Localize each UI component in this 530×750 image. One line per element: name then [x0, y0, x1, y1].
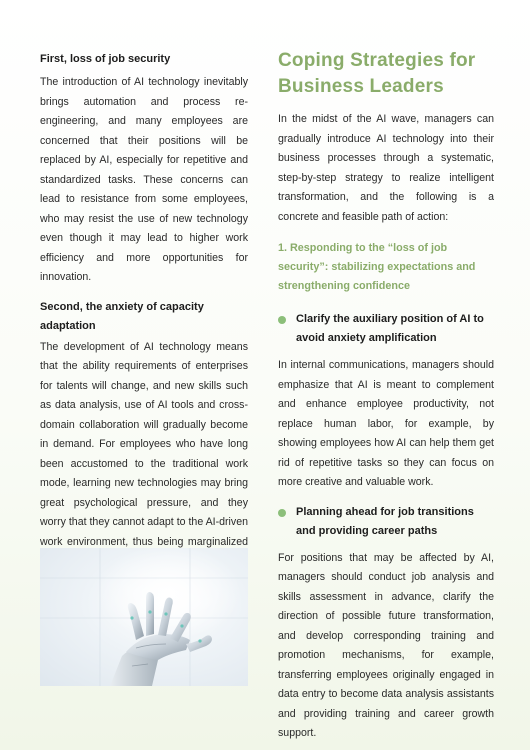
paragraph-auxiliary-position: In internal communications, managers should emphasize that AI is meant to complement and enhance employee productivity, not replace human labor, for example, by showing employees how AI can help them get rid of repetitive tasks so they can focus on more creative and valuable work.	[278, 359, 494, 488]
section-title: Coping Strategies for Business Leaders	[278, 50, 476, 97]
robot-hand-image	[40, 548, 248, 686]
subheading-job-security-response: 1. Responding to the “loss of job security”: stabilizing expectations and strengthening confidence	[278, 242, 476, 292]
intro-paragraph: In the midst of the AI wave, managers can gradually introduce AI technology into their business processes through a systematic, step-by-step strategy to realize intelligent transformation, and the following is a concrete and feasible path of action:	[278, 113, 494, 223]
bullet-item-auxiliary-position	[278, 310, 494, 348]
heading-job-security: First, loss of job security	[40, 53, 171, 65]
paragraph-job-transitions: For positions that may be affected by AI, managers should conduct job analysis and skills assessment in advance, clarify the direction of possible future transformation, and develop corresponding training and promotion mechanisms, for example, transferring employees originally engaged in data entry to become data analysis assistants and providing training and career growth support.	[278, 551, 494, 739]
bullet-dot-icon	[278, 316, 286, 324]
right-column	[278, 48, 494, 744]
bullet-text: Clarify the auxiliary position of AI to avoid anxiety amplification	[296, 313, 484, 344]
heading-capacity-adaptation: Second, the anxiety of capacity adaptation	[40, 300, 204, 332]
bullet-text: Planning ahead for job transitions and providing career paths	[296, 505, 474, 537]
bullet-item-job-transitions	[278, 503, 494, 541]
robot-hand-illustration	[40, 548, 248, 686]
bullet-dot-icon	[278, 509, 286, 517]
left-column	[40, 50, 248, 572]
paragraph-capacity-adaptation: The development of AI technology means that the ability requirements of enterprises for talents will change, and new skills such as data analysis, use of AI tools and cross-domain collaboration will gradually become in demand. For employees who have long been accustomed to the traditional work mode, learning new technologies may bring great psychological pressure, and they worry that they cannot adapt to the AI-driven work environment, thus being marginalized	[40, 340, 248, 548]
paragraph-job-security: The introduction of AI technology inevitably brings automation and process re-engineering, and many employees are concerned that their positions will be replaced by AI, especially for repetitive and standardized tasks. These concerns can lead to resistance from some employees, who may resist the use of new technology even though it may lead to higher work efficiency and more opportunities for innovation.	[40, 76, 248, 283]
